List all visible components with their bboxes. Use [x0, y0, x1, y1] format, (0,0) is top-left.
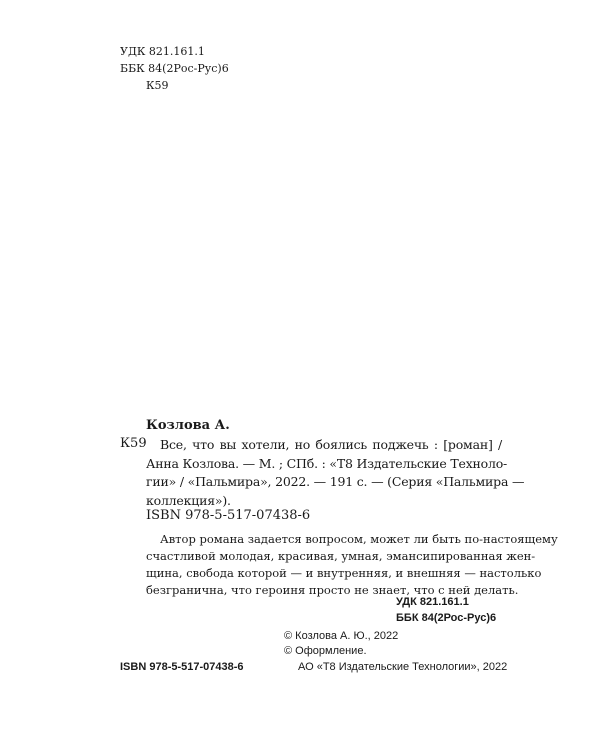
annotation-line: безгранична, что героиня просто не знает, что с ней делать. — [146, 583, 519, 597]
bibliographic-description — [146, 436, 525, 510]
annotation-line: Автор романа задается вопросом, может ли быть по-настоящему — [160, 532, 558, 546]
description-line: коллекция»). — [146, 492, 231, 508]
top-bbk: ББК 84(2Рос-Рус)6 — [120, 62, 229, 75]
author-heading: Козлова А. — [146, 418, 230, 433]
copyright-author: © Козлова А. Ю., 2022 — [284, 630, 399, 642]
card-isbn: ISBN 978-5-517-07438-6 — [146, 508, 311, 523]
annotation-line: щина, свобода которой — и внутренняя, и внешняя — настолько — [146, 566, 542, 580]
top-udk: УДК 821.161.1 — [120, 45, 205, 58]
publisher-line: АО «Т8 Издательские Технологии», 2022 — [298, 661, 508, 673]
top-author-mark: К59 — [146, 79, 169, 92]
annotation-line: счастливой молодая, красивая, умная, эмансипированная жен- — [146, 549, 536, 563]
footer-isbn: ISBN 978-5-517-07438-6 — [120, 661, 244, 673]
copyright-design: © Оформление. — [284, 645, 367, 657]
card-bbk: ББК 84(2Рос-Рус)6 — [396, 612, 497, 624]
card-udk: УДК 821.161.1 — [396, 596, 469, 608]
card-author-mark: К59 — [120, 436, 147, 451]
description-line: Анна Козлова. — М. ; СПб. : «Т8 Издательские Техноло- — [146, 455, 508, 471]
description-line: гии» / «Пальмира», 2022. — 191 с. — (Серия «Пальмира — — [146, 474, 525, 490]
annotation — [146, 531, 558, 599]
description-line: Все, что вы хотели, но боялись поджечь : [роман] / — [160, 437, 502, 452]
